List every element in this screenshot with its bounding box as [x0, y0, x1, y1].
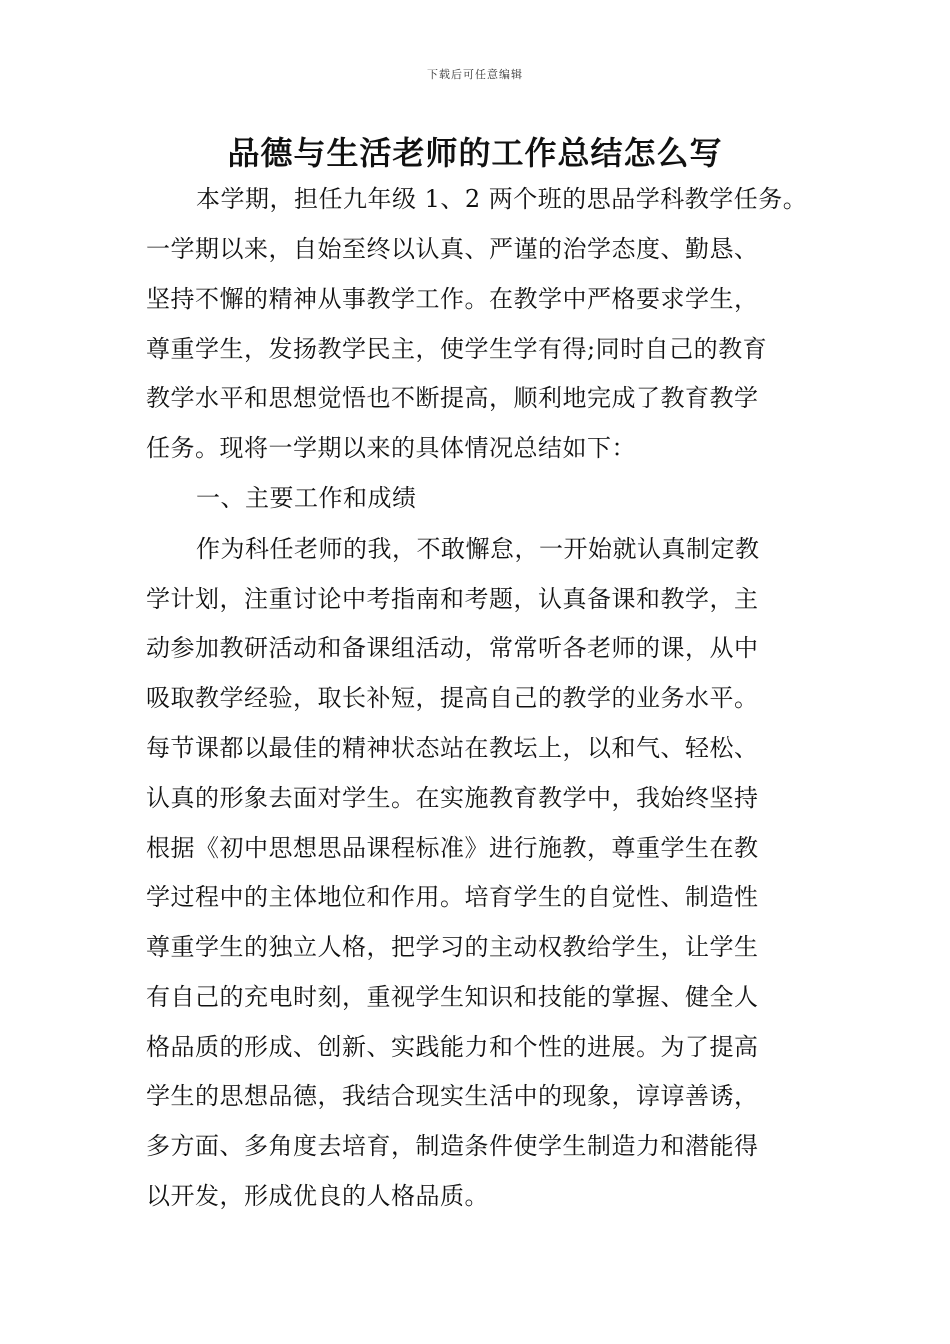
body-line: 以开发，形成优良的人格品质。: [146, 1182, 489, 1210]
body-line: 学生的思想品德，我结合现实生活中的现象，谆谆善诱，: [146, 1082, 759, 1110]
body-line: 多方面、多角度去培育，制造条件使学生制造力和潜能得: [146, 1132, 759, 1160]
body-line: 任务。现将一学期以来的具体情况总结如下：: [146, 434, 636, 462]
body-line: 教学水平和思想觉悟也不断提高，顺利地完成了教育教学: [146, 384, 759, 412]
body-line: 吸取教学经验，取长补短，提高自己的教学的业务水平。: [146, 684, 759, 712]
section-heading: 一、主要工作和成绩: [196, 484, 417, 512]
body-line: 尊重学生，发扬教学民主，使学生学有得;同时自己的教育: [146, 335, 768, 363]
document-title: 品德与生活老师的工作总结怎么写: [227, 134, 723, 172]
body-line: 学计划，注重讨论中考指南和考题，认真备课和教学，主: [146, 585, 759, 613]
header-note: 下载后可任意编辑: [427, 68, 523, 81]
body-line: 作为科任老师的我，不敢懈怠，一开始就认真制定教: [196, 535, 760, 563]
body-line: 格品质的形成、创新、实践能力和个性的进展。为了提高: [146, 1033, 759, 1061]
body-line: 一学期以来，自始至终以认真、严谨的治学态度、勤恳、: [146, 235, 759, 263]
body-line: 动参加教研活动和备课组活动，常常听各老师的课，从中: [146, 634, 759, 662]
body-line: 尊重学生的独立人格，把学习的主动权教给学生，让学生: [146, 933, 759, 961]
body-line: 有自己的充电时刻，重视学生知识和技能的掌握、健全人: [146, 983, 759, 1011]
body-line: 认真的形象去面对学生。在实施教育教学中，我始终坚持: [146, 784, 759, 812]
body-line: 本学期，担任九年级 1、2 两个班的思品学科教学任务。: [196, 185, 808, 213]
body-line: 根据《初中思想思品课程标准》进行施教，尊重学生在教: [146, 834, 759, 862]
body-line: 每节课都以最佳的精神状态站在教坛上，以和气、轻松、: [146, 734, 759, 762]
body-line: 学过程中的主体地位和作用。培育学生的自觉性、制造性: [146, 883, 759, 911]
body-line: 坚持不懈的精神从事教学工作。在教学中严格要求学生，: [146, 285, 759, 313]
